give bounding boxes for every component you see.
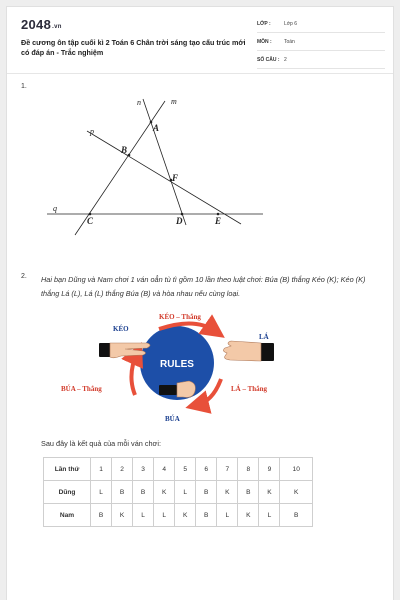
- point-a: [150, 121, 153, 124]
- table-header-cell: 3: [133, 458, 154, 481]
- table-cell: K: [259, 481, 280, 504]
- table-header-cell: 1: [91, 458, 112, 481]
- table-cell: K: [217, 481, 238, 504]
- table-cell: K: [238, 504, 259, 527]
- table-cell: L: [175, 481, 196, 504]
- table-cell: B: [196, 481, 217, 504]
- label-la-thang: LÁ – Thắng: [231, 385, 268, 393]
- label-c: C: [87, 216, 94, 226]
- line-p: [87, 131, 241, 224]
- document-header: [7, 7, 393, 71]
- label-line-n: n: [137, 98, 141, 107]
- table-cell: K: [280, 481, 313, 504]
- point-e: [217, 213, 220, 216]
- document-title: Đề cương ôn tập cuối kì 2 Toán 6 Chân trời sáng tạo cấu trúc mới có đáp án - Trắc nghiệm: [21, 38, 246, 57]
- table-cell: B: [91, 504, 112, 527]
- question-1-number: 1.: [21, 83, 27, 90]
- question-2-text: Hai bạn Dũng và Nam chơi 1 ván oẳn tù tì gồm 10 lần theo luật chơi: Búa (B) thắng Kéo (K); Kéo (K) thắng Lá (L), Lá (L) thắng Búa (B) và hòa nhau nếu cùng loại.: [41, 275, 366, 298]
- meta-value: Lớp 6: [284, 21, 298, 27]
- site-logo[interactable]: [21, 17, 62, 32]
- table-cell: L: [133, 504, 154, 527]
- table-header-cell: 10: [280, 458, 313, 481]
- label-line-q: q: [53, 204, 57, 213]
- table-row: [44, 481, 313, 504]
- point-d: [181, 213, 184, 216]
- line-m: [143, 99, 186, 225]
- table-row: [44, 504, 313, 527]
- table-cell: B: [238, 481, 259, 504]
- rules-image: [55, 309, 295, 427]
- point-c: [89, 213, 92, 216]
- table-header-cell: 6: [196, 458, 217, 481]
- label-keo: KÉO: [113, 325, 129, 333]
- arrow-bua-to-keo: [131, 353, 137, 395]
- table-cell: L: [91, 481, 112, 504]
- label-bua: BÚA: [165, 415, 180, 423]
- logo-text: 2048: [21, 17, 52, 32]
- geometry-figure: [45, 93, 275, 243]
- label-f: F: [172, 173, 179, 183]
- label-line-p: p: [90, 127, 94, 136]
- table-cell: B: [133, 481, 154, 504]
- table-cell: K: [175, 504, 196, 527]
- table-header-cell: 9: [259, 458, 280, 481]
- hand-la-icon: [223, 341, 274, 361]
- table-cell: L: [259, 504, 280, 527]
- meta-row-subject: [257, 37, 385, 51]
- table-cell: B: [112, 481, 133, 504]
- meta-value: Toán: [284, 39, 295, 45]
- table-header-cell: 8: [238, 458, 259, 481]
- table-row-label: Nam: [44, 504, 91, 527]
- table-header-cell: 2: [112, 458, 133, 481]
- results-intro: Sau đây là kết quả của mỗi ván chơi:: [41, 439, 161, 448]
- table-header-row: [44, 458, 313, 481]
- label-d: D: [176, 216, 183, 226]
- label-la: LÁ: [259, 333, 269, 341]
- meta-key: SỐ CÂU :: [257, 57, 280, 63]
- table-header-cell: 7: [217, 458, 238, 481]
- meta-key: MÔN :: [257, 39, 272, 45]
- table-cell: K: [154, 481, 175, 504]
- table-cell: L: [154, 504, 175, 527]
- table-row-label: Dũng: [44, 481, 91, 504]
- rules-center-label: RULES: [160, 359, 194, 370]
- label-a: A: [153, 123, 160, 133]
- document-page: [6, 6, 394, 600]
- table-header-cell: 5: [175, 458, 196, 481]
- question-2-number: 2.: [21, 273, 27, 280]
- header-divider: [7, 73, 393, 74]
- label-keo-thang: KÉO – Thắng: [159, 313, 201, 321]
- label-e: E: [215, 216, 222, 226]
- meta-key: LỚP :: [257, 21, 271, 27]
- meta-panel: [257, 19, 385, 73]
- table-header-cell: 4: [154, 458, 175, 481]
- table-header-label: Lần thứ: [44, 458, 91, 481]
- table-cell: K: [112, 504, 133, 527]
- label-bua-thang: BÚA – Thắng: [61, 385, 102, 393]
- table-cell: L: [217, 504, 238, 527]
- meta-value: 2: [284, 57, 287, 63]
- results-table: [43, 457, 313, 527]
- meta-row-class: [257, 19, 385, 33]
- label-line-m: m: [171, 97, 177, 106]
- table-cell: B: [196, 504, 217, 527]
- label-b: B: [121, 145, 128, 155]
- table-cell: B: [280, 504, 313, 527]
- logo-suffix: .vn: [52, 24, 62, 30]
- point-b: [128, 154, 131, 157]
- meta-row-count: [257, 55, 385, 69]
